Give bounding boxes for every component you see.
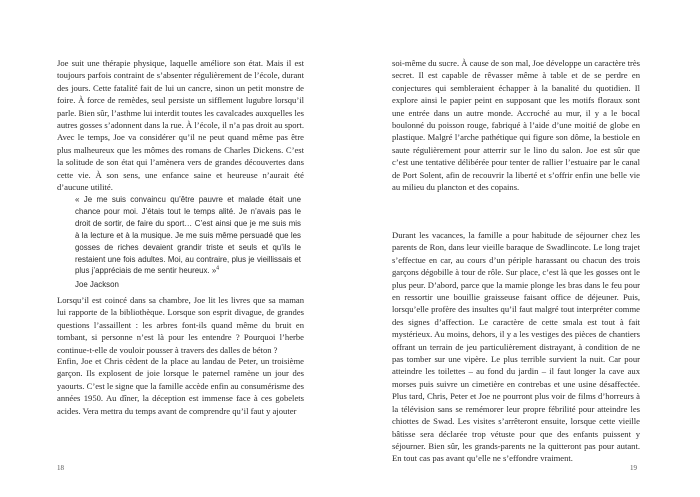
paragraph: Joe suit une thérapie physique, laquelle améliore son état. Mais il est toujours parfois contraint de s’absenter régulièrement de l’école, durant des jours. Cette fatalité fait de lui un cancre, sinon un petit monstre de foire. À force de remèdes, seul persiste un sifflement lugubre lorsqu’il parle. Bien sûr, l’asthme lui interdit toutes les cavalcades auxquelles les autres gosses s’adonnent dans la rue. À l’école, il n’a pas droit au sport. Avec le temps, Joe va considérer qu’il ne peut quand même pas être plus malheureux que les mômes des romans de Charles Dickens. C’est la solitude de son état qui l’amènera vers de grandes découvertes dans cette vie. À son sens, une enfance saine et heureuse n’aurait été d’aucune utilité. — [57, 58, 304, 193]
right-page — [350, 0, 700, 497]
block-quote — [75, 194, 301, 291]
paragraph: Durant les vacances, la famille a pour habitude de séjourner chez les parents de Ron, dans leur vieille baraque de Swadlincote. Le long trajet s’effectue en car, au cours d’un périple harassant ou chacun des trois garçons dégobille à tour de rôle. Sur place, c’est là que les gosses ont le plus peur. D’abord, parce que la mamie plonge les bras dans le feu pour en ressortir une bouillie graisseuse faisant office de déjeuner. Puis, lorsqu’elle profère des insultes qu’il faut malgré tout interpréter comme des signes d’affection. Le caractère de cette smala est tout à fait mystérieux. Au moins, dehors, il y a les vestiges des pièces de chantiers offrant un terrain de jeu particulièrement distrayant, à condition de ne pas tomber sur une vipère. Le plus terrible survient la nuit. Car pour atteindre les toilettes – au fond du jardin – il faut longer la cave aux morses puis suivre un cimetière en contrebas et une usine désaffectée. Plus tard, Chris, Peter et Joe ne pourront plus voir de films d’horreurs à la télévision sans se remémorer leur propre fébrilité pour atteindre les chiottes de Swad. Les visites s’arrêteront ensuite, lorsque cette vieille bâtisse sera déclarée trop vétuste pour que des enfants puissent y séjourner. Bien sûr, les grands-parents ne la quitteront pas pour autant. En tout cas pas avant qu’elle ne s’effondre vraiment. — [392, 230, 640, 464]
paragraph: Lorsqu’il est coincé dans sa chambre, Joe lit les livres que sa maman lui rapporte de la bibliothèque. Lorsque son esprit divague, de grandes questions l’assaillent : les arbres font-ils quand même du bruit en tombant, si personne n’est là pour les entendre ? Pourquoi l’herbe continue-t-elle de vouloir pousser à travers des dalles de béton ? — [57, 295, 304, 355]
page-number: 18 — [57, 464, 64, 472]
paragraph: Enfin, Joe et Chris cèdent de la place au landau de Peter, un troisième garçon. Ils explosent de joie lorsque le paternel ramène un jour des yaourts. C’est le signe que la famille accède enfin au consumérisme des années 1950. Au dîner, la déception est immense face à ces gobelets acides. Vera mettra du temps avant de comprendre qu’il faut y ajouter — [57, 356, 304, 416]
paragraph: soi-même du sucre. À cause de son mal, Joe développe un caractère très secret. Il est capable de rêvasser même à table et de se perdre en conjectures qui sembleraient échapper à la banalité du quotidien. Il explore ainsi le papier peint en supposant que les motifs floraux sont une entrée dans un autre monde. Accroché au mur, il y a le bocal boulonné du poisson rouge, fabriqué à l’aide d’une moitié de globe en plastique. Malgré l’arche pathétique qui figure son dôme, la bestiole en saute régulièrement pour atterrir sur le lino du salon. Joe est sûr que c’est une tentative délibérée pour tenter de rallier l’estuaire par le canal de Port Solent, afin de recouvrir la liberté et s’offrir enfin une belle vie au milieu du plancton et des copains. — [392, 58, 640, 193]
quote-author: Joe Jackson — [75, 280, 119, 290]
quote-text: « Je me suis convaincu qu’être pauvre et malade était une chance pour moi. J’étais tout le temps alité. Je n’avais pas le droit de sortir, de faire du sport… C’est ainsi que je me suis mis à la lecture et à la musique. Je me suis même persuadé que les gosses de riches devaient grandir triste et seuls et qu’ils le restaient une fois adultes. Moi, au contraire, plus je vieillissais et plus j’appréciais de me sentir heureux. » — [75, 195, 301, 276]
footnote-marker: 4 — [216, 265, 220, 272]
page-number: 19 — [630, 464, 637, 472]
